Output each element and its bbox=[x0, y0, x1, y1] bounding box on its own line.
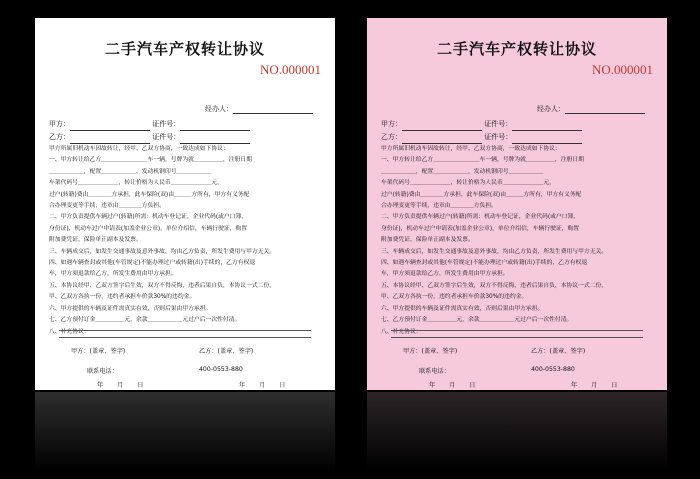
clause-line: 四、如遇车辆查封或其他(车管规定)不能办理过户或转籍(出)手续的，乙方有权退 bbox=[381, 260, 588, 267]
clause-line: 合办理变更等手续，违章由＿＿＿＿方负担。 bbox=[49, 203, 165, 210]
handler-field bbox=[205, 104, 313, 114]
form-body bbox=[381, 118, 653, 338]
contact-phone: 400-0553-880 bbox=[199, 366, 243, 373]
clause-line: 二、甲方负责提供车辆过户(转籍)所需：机动车登记证，企业代码(或户口簿， bbox=[49, 214, 248, 221]
clause-line: 甲方所属旧机动车因故转让，经甲、乙双方协商，一致达成如下协议： bbox=[49, 146, 229, 152]
party-a-row bbox=[381, 118, 653, 131]
contract-form-pink bbox=[367, 18, 667, 390]
clause-line: ＿＿＿＿＿＿，配置＿＿＿＿＿＿，发动机钢印号＿＿＿＿＿＿ bbox=[381, 168, 544, 175]
supplement-line bbox=[391, 331, 643, 338]
party-a-row bbox=[49, 118, 321, 131]
clause-line: 甲方所属旧机动车因故转让，经甲、乙双方协商，一致达成如下协议： bbox=[381, 146, 561, 152]
clause-line: 车，甲方须退款给乙方，所发生费用由甲方承担。 bbox=[49, 271, 177, 278]
clause-line: 二、甲方负责提供车辆过户(转籍)所需：机动车登记证，企业代码(或户口簿， bbox=[381, 214, 580, 221]
white-sheet-reflection bbox=[35, 392, 335, 472]
pink-sheet-reflection bbox=[367, 392, 667, 472]
date-a: 年 月 日 bbox=[429, 382, 482, 389]
party-b-row bbox=[49, 131, 321, 144]
serial-number: NO.000001 bbox=[259, 62, 321, 77]
handler-field bbox=[537, 104, 645, 114]
id-label: 证件号： bbox=[484, 133, 513, 141]
clause-line: 三、车辆成交后，如发生交通事故及意外事故，均由乙方负责，所发生费用与甲方无关。 bbox=[49, 248, 276, 255]
serial-number: NO.000001 bbox=[591, 62, 653, 77]
handler-line bbox=[565, 107, 645, 114]
handler-line bbox=[233, 107, 313, 114]
clause-line: 五、本协议经甲、乙双方签字后生效，双方不得反悔，违者后果自负，本协议一式二份， bbox=[49, 282, 276, 289]
form-title: 二手汽车产权转让协议 bbox=[104, 40, 265, 58]
party-b-label: 乙方： bbox=[381, 133, 402, 141]
date-a: 年 月 日 bbox=[97, 382, 150, 389]
handler-label: 经办人： bbox=[537, 105, 565, 113]
clause-line: 附加费凭证，保险单正副本及发票。 bbox=[49, 237, 142, 244]
clause-line: 过户(转籍)费由＿＿＿＿方承担，此车保险(双)由＿＿＿方所有，甲方有义务配 bbox=[381, 191, 582, 198]
date-b: 年 月 日 bbox=[571, 382, 624, 389]
clause-line: 身份证)，机动车过户申请表(加盖企业公章)，单位介绍信，车辆行驶证，购置 bbox=[381, 225, 580, 232]
form-title: 二手汽车产权转让协议 bbox=[436, 40, 597, 58]
supplement-line bbox=[59, 324, 311, 331]
party-a-line bbox=[402, 124, 482, 131]
form-body bbox=[49, 118, 321, 338]
clause-line: 甲、乙双方各执一份，违约者承担车价款30%的违约金。 bbox=[49, 294, 196, 301]
contract-form-white bbox=[35, 18, 335, 390]
clause-line: 四、如遇车辆查封或其他(车管规定)不能办理过户或转籍(出)手续的，乙方有权退 bbox=[49, 260, 256, 267]
party-b-signature: 乙方：(盖章、签字) bbox=[531, 348, 586, 355]
clause-line: 六、甲方提供的车辆及证件需真实有效，否则后果由甲方承担。 bbox=[49, 305, 212, 312]
party-a-label: 甲方： bbox=[381, 120, 402, 128]
clause-line: 过户(转籍)费由＿＿＿＿方承担，此车保险(双)由＿＿＿方所有，甲方有义务配 bbox=[49, 191, 250, 198]
clause-line: 七、乙方预付订金＿＿＿＿＿元，余款＿＿＿＿＿＿元过户后一次性付清。 bbox=[381, 317, 573, 324]
party-b-line bbox=[402, 137, 482, 144]
party-a-line bbox=[70, 124, 150, 131]
clause-line: 八、补充协议： bbox=[381, 328, 422, 335]
clause-line: 车，甲方须退款给乙方，所发生费用由甲方承担。 bbox=[381, 271, 509, 278]
clause-line: 身份证)，机动车过户申请表(加盖企业公章)，单位介绍信，车辆行驶证，购置 bbox=[49, 225, 248, 232]
id-line bbox=[512, 124, 582, 131]
party-b-label: 乙方： bbox=[49, 133, 70, 141]
contact-label: 联系电话： bbox=[419, 368, 450, 375]
date-b: 年 月 日 bbox=[239, 382, 292, 389]
clause-line: 六、甲方提供的车辆及证件需真实有效，否则后果由甲方承担。 bbox=[381, 305, 544, 312]
supplement-line bbox=[59, 331, 311, 338]
clause-line: 八、补充协议： bbox=[49, 328, 90, 335]
party-b-signature: 乙方：(盖章、签字) bbox=[199, 348, 254, 355]
clause-line: 车架代码号＿＿＿＿＿＿＿，转让价格为人民币＿＿＿＿＿＿＿元， bbox=[49, 180, 223, 187]
clause-line: 七、乙方预付订金＿＿＿＿＿元，余款＿＿＿＿＿＿元过户后一次性付清。 bbox=[49, 317, 241, 324]
id-label: 证件号： bbox=[484, 120, 513, 128]
supplement-lines bbox=[59, 324, 311, 338]
party-a-signature: 甲方：(盖章、签字) bbox=[403, 348, 458, 355]
clause-line: 一、甲方转让给乙方＿＿＿＿＿＿＿＿车一辆，号牌为就＿＿＿＿＿，注册日期 bbox=[381, 157, 584, 164]
clause-line: 合办理变更等手续，违章由＿＿＿＿方负担。 bbox=[381, 203, 497, 210]
party-b-line bbox=[70, 137, 150, 144]
party-b-row bbox=[381, 131, 653, 144]
id-label: 证件号： bbox=[152, 120, 181, 128]
clause-line: 甲、乙双方各执一份，违约者承担车价款30%的违约金。 bbox=[381, 294, 528, 301]
party-a-signature: 甲方：(盖章、签字) bbox=[71, 348, 126, 355]
id-line bbox=[180, 124, 250, 131]
id-line bbox=[180, 137, 250, 144]
handler-label: 经办人： bbox=[205, 105, 233, 113]
clause-line: ＿＿＿＿＿＿，配置＿＿＿＿＿＿，发动机钢印号＿＿＿＿＿＿ bbox=[49, 168, 212, 175]
clause-line: 三、车辆成交后，如发生交通事故及意外事故，均由乙方负责，所发生费用与甲方无关。 bbox=[381, 248, 608, 255]
clause-line: 五、本协议经甲、乙双方签字后生效，双方不得反悔，违者后果自负，本协议一式二份， bbox=[381, 282, 608, 289]
clause-line: 一、甲方转让给乙方＿＿＿＿＿＿＿＿车一辆，号牌为就＿＿＿＿＿，注册日期 bbox=[49, 157, 252, 164]
clause-line: 车架代码号＿＿＿＿＿＿＿，转让价格为人民币＿＿＿＿＿＿＿元， bbox=[381, 180, 555, 187]
supplement-line bbox=[391, 324, 643, 331]
supplement-lines bbox=[391, 324, 643, 338]
id-line bbox=[512, 137, 582, 144]
party-a-label: 甲方： bbox=[49, 120, 70, 128]
contact-label: 联系电话： bbox=[87, 368, 118, 375]
id-label: 证件号： bbox=[152, 133, 181, 141]
clause-line: 附加费凭证，保险单正副本及发票。 bbox=[381, 237, 474, 244]
contact-phone: 400-0553-880 bbox=[531, 366, 575, 373]
